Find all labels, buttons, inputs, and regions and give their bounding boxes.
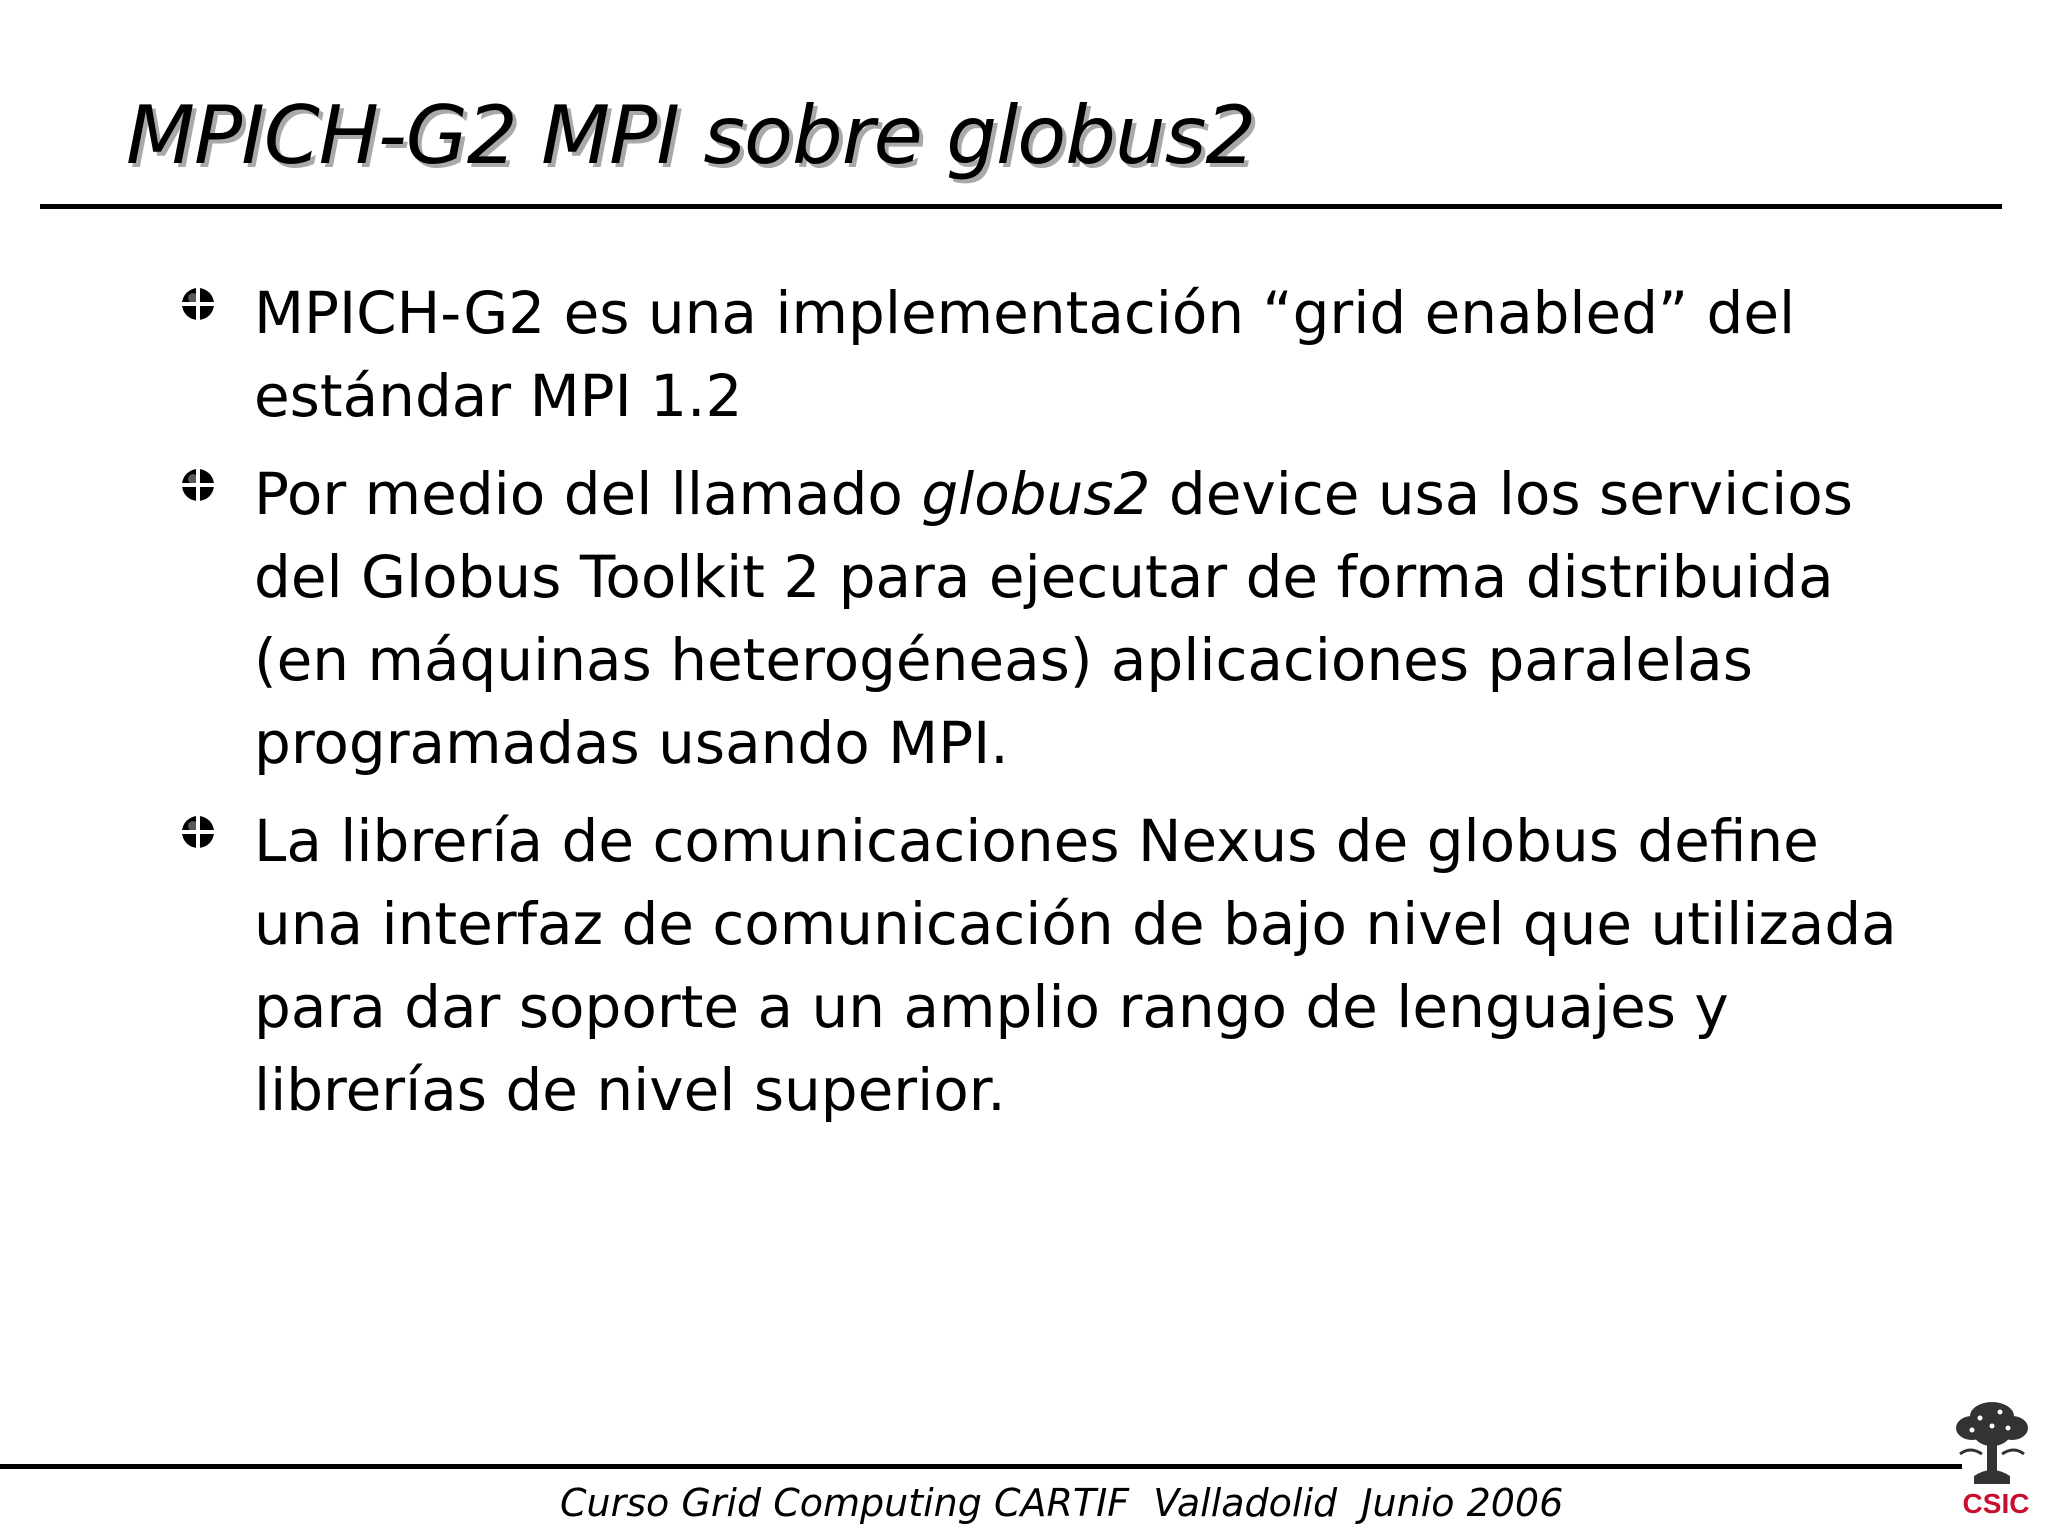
crosshair-circle-icon [180,814,216,850]
bullet-item [180,453,1920,785]
bullet-text: MPICH-G2 es una implementación “grid enabled” del estándar MPI 1.2 [254,279,1796,430]
footer-text: Curso Grid Computing CARTIF Valladolid Junio 2006 [560,1481,1564,1525]
crosshair-circle-icon [180,286,216,322]
csic-logo-text: CSIC [1962,1488,2030,1519]
bullet-text: La librería de comunicaciones Nexus de globus define una interfaz de comunicación de bajo nivel que utilizada para dar soporte a un amplio rango de lenguajes y librerías de nivel superior. [254,807,1897,1124]
bullet-item [180,800,1920,1132]
bullet-text-after: device usa los servicios del Globus Toolkit 2 para ejecutar de forma distribuida (en máquinas heterogéneas) aplicaciones paralelas programadas usando MPI. [254,460,1853,777]
bullet-list [180,272,1920,1147]
crosshair-circle-icon [180,467,216,503]
bullet-text-before: Por medio del llamado [254,460,922,528]
bullet-text-emphasis: globus2 [921,460,1151,528]
slide-title: MPICH-G2 MPI sobre globus2 [126,89,1256,182]
bullet-item [180,272,1920,438]
title-divider [40,204,2002,209]
footer-divider [0,1464,1962,1469]
